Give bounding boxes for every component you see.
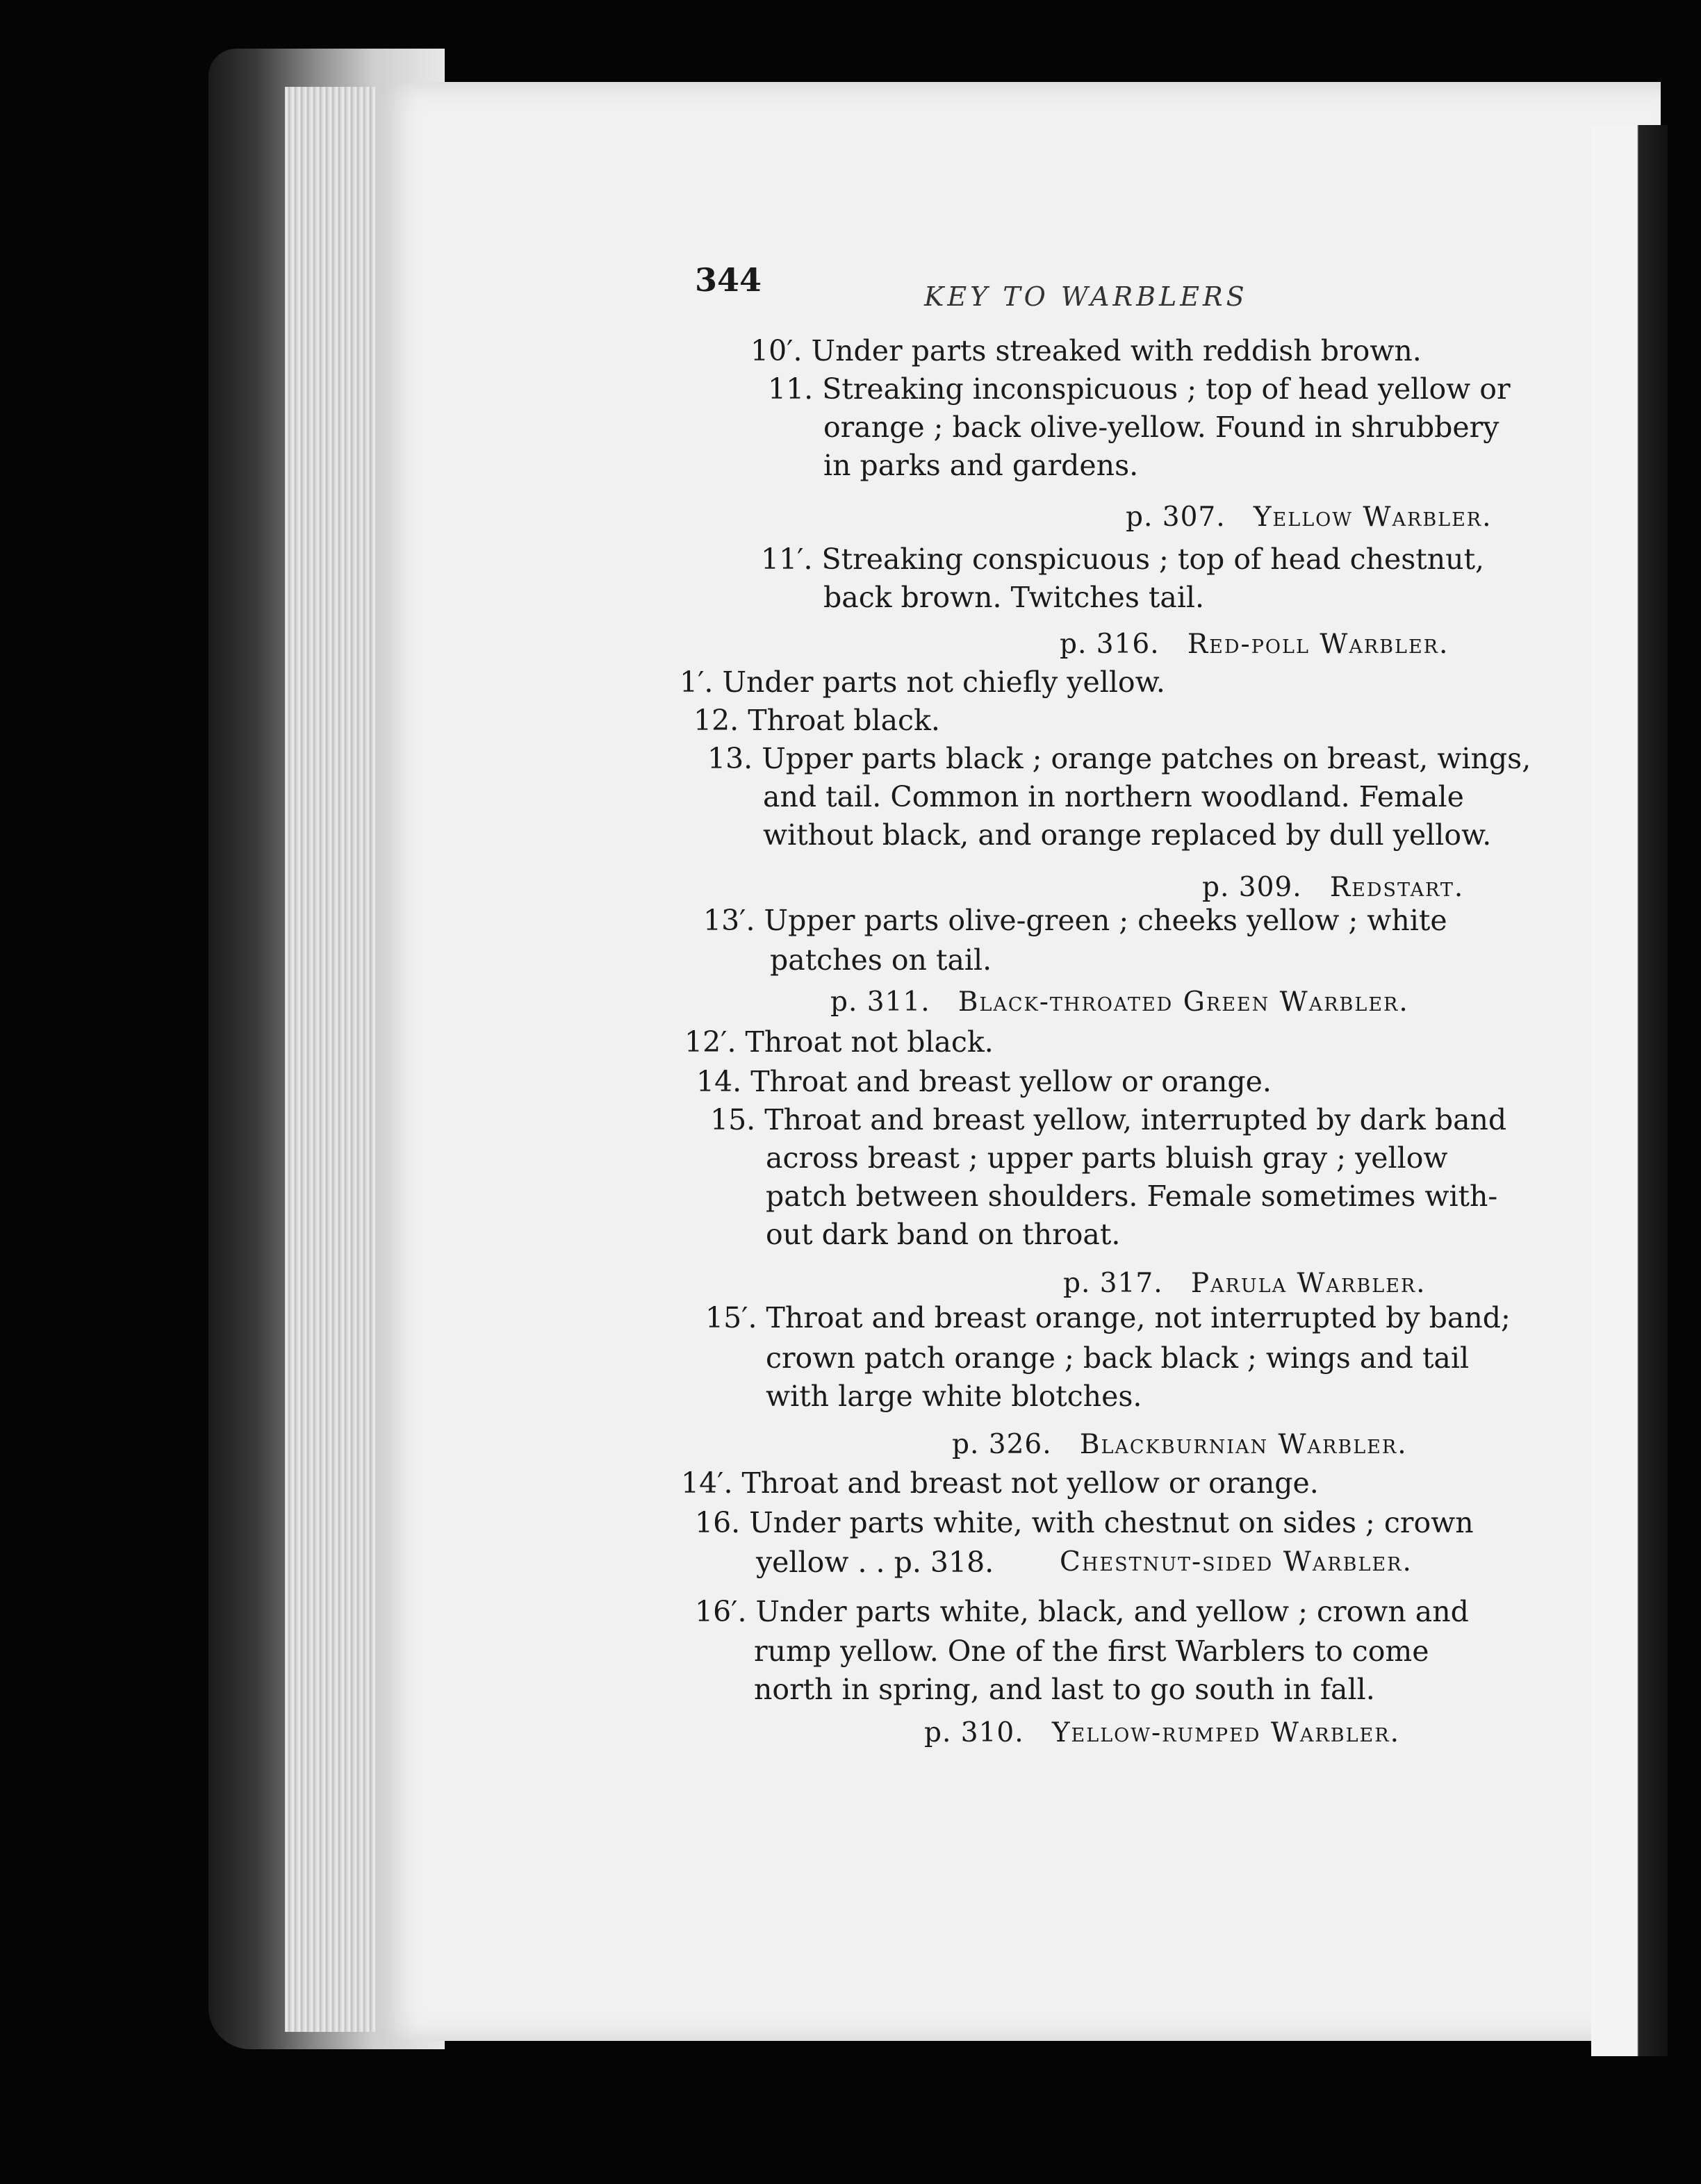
page-ref: p. 310.: [924, 1717, 1024, 1748]
species-name: Yellow-rumped Warbler.: [1051, 1717, 1400, 1748]
key-line: yellow . . p. 318.: [756, 1546, 994, 1579]
page-ref: p. 326.: [952, 1429, 1052, 1460]
key-line: rump yellow. One of the first Warblers to come: [754, 1635, 1429, 1668]
key-line: 12′. Throat not black.: [684, 1025, 994, 1059]
key-line: 15. Throat and breast yellow, interrupted by dark band: [710, 1103, 1507, 1136]
key-line: crown patch orange ; back black ; wings and tail: [766, 1341, 1470, 1375]
page-ref: p. 316.: [1060, 629, 1160, 660]
key-line: with large white blotches.: [766, 1380, 1142, 1413]
species-name: Redstart.: [1329, 872, 1465, 903]
key-reference: [1202, 874, 1464, 901]
species-name: Blackburnian Warbler.: [1079, 1429, 1408, 1460]
key-line: 12. Throat black.: [693, 704, 940, 737]
key-line: patches on tail.: [770, 943, 992, 977]
key-reference: [1060, 1546, 1413, 1578]
key-line: orange ; back olive-yellow. Found in shrubbery: [823, 411, 1499, 444]
key-line: 16′. Under parts white, black, and yellow ; crown and: [695, 1595, 1469, 1628]
page-ref: p. 311.: [830, 986, 930, 1018]
key-line: north in spring, and last to go south in fall.: [754, 1673, 1375, 1706]
key-line: 13′. Upper parts olive-green ; cheeks yellow ; white: [703, 904, 1447, 937]
key-reference: [952, 1431, 1408, 1458]
key-line: 10′. Under parts streaked with reddish brown.: [750, 334, 1422, 367]
key-reference: [1126, 504, 1493, 531]
facing-page-edge: [1591, 125, 1668, 2056]
page-ref: p. 317.: [1063, 1268, 1163, 1299]
key-line: 16. Under parts white, with chestnut on sides ; crown: [695, 1506, 1474, 1539]
key-line: patch between shoulders. Female sometimes with-: [766, 1180, 1498, 1213]
page-ref: p. 309.: [1202, 872, 1302, 903]
key-line: out dark band on throat.: [766, 1218, 1121, 1251]
key-line: without black, and orange replaced by dull yellow.: [763, 818, 1492, 852]
key-line: across breast ; upper parts bluish gray ; yellow: [766, 1141, 1448, 1175]
key-line: 11′. Streaking conspicuous ; top of head chestnut,: [761, 543, 1485, 576]
page-number: 344: [695, 261, 762, 299]
key-line: back brown. Twitches tail.: [823, 581, 1205, 614]
key-reference: [1063, 1270, 1427, 1297]
key-line: and tail. Common in northern woodland. Female: [763, 780, 1464, 813]
key-line: in parks and gardens.: [823, 449, 1139, 482]
species-name: Parula Warbler.: [1190, 1268, 1427, 1299]
key-reference: [1060, 631, 1449, 658]
key-line: 14′. Throat and breast not yellow or orange.: [681, 1466, 1319, 1500]
key-line: 1′. Under parts not chiefly yellow.: [680, 665, 1165, 699]
key-line: 15′. Throat and breast orange, not interrupted by band;: [705, 1301, 1511, 1334]
key-line: 14. Throat and breast yellow or orange.: [696, 1065, 1272, 1098]
key-line: 11. Streaking inconspicuous ; top of head yellow or: [768, 372, 1511, 406]
key-reference: [830, 988, 1409, 1016]
running-head: KEY TO WARBLERS: [924, 281, 1248, 312]
species-name: Red-poll Warbler.: [1187, 629, 1449, 660]
key-reference: [924, 1719, 1400, 1746]
page-ref: p. 307.: [1126, 502, 1226, 533]
species-name: Yellow Warbler.: [1253, 502, 1493, 533]
species-name: Chestnut-sided Warbler.: [1060, 1546, 1413, 1578]
key-line: 13. Upper parts black ; orange patches on breast, wings,: [707, 742, 1531, 775]
species-name: Black-throated Green Warbler.: [958, 986, 1409, 1018]
